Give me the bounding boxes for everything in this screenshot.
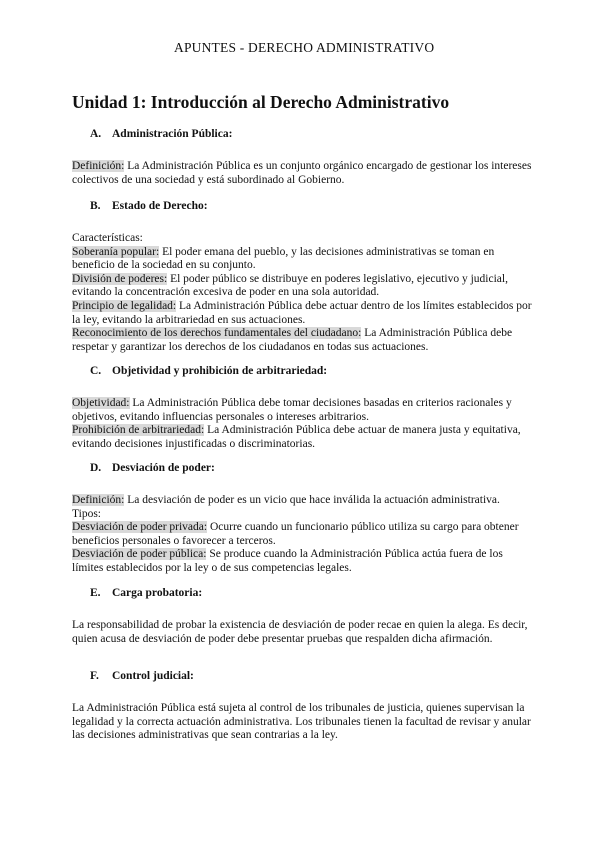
section-f [72,670,532,743]
section-d-definition: Definición: La desviación de poder es un vicio que hace inválida la actuación administrativa. [72,494,500,506]
section-b-heading: B. Estado de Derecho: [90,200,208,212]
list-item: Principio de legalidad: La Administración Pública debe actuar dentro de los límites establecidos por la ley, evitando la arbitrariedad en sus actuaciones. [72,299,532,326]
section-e-text: La responsabilidad de probar la existencia de desviación de poder recae en quien la alega. Es decir, quien acusa de desviación de poder debe presentar pruebas que respalden dicha afirmación. [72,619,528,645]
section-c-body [72,397,532,451]
list-item: Reconocimiento de los derechos fundamentales del ciudadano: La Administración Pública debe respetar y garantizar los derechos de los ciudadanos en todas sus actuaciones. [72,327,513,353]
types-label: Tipos: [72,507,101,520]
section-c-heading: C. Objetividad y prohibición de arbitrariedad: [90,365,328,377]
section-d [72,462,532,576]
list-item: Soberanía popular: El poder emana del pueblo, y las decisiones administrativas se toman en beneficio de la sociedad en su conjunto. [72,245,495,272]
section-d-heading: D. Desviación de poder: [90,462,215,474]
section-e [72,587,532,646]
section-b [72,200,532,354]
list-item: División de poderes: El poder público se distribuye en poderes legislativo, ejecutivo y judicial, evitando la concentración excesiva de poder en una sola autoridad. [72,272,508,299]
section-a-definition: Definición: La Administración Pública es un conjunto orgánico encargado de gestionar los intereses colectivos de una sociedad y está subordinado al Gobierno. [72,160,532,186]
section-b-body [72,232,532,354]
list-item: Desviación de poder privada: Ocurre cuando un funcionario público utiliza su cargo para obtener beneficios personales o favorecer a terceros. [72,521,519,547]
definition-term: Definición: [72,160,125,172]
list-item: Desviación de poder pública: Se produce cuando la Administración Pública actúa fuera de los límites establecidos por la ley o de sus competencias legales. [72,548,503,574]
section-d-body [72,494,532,576]
section-f-heading: F. Control judicial: [90,670,194,682]
unit-title: Unidad 1: Introducción al Derecho Administrativo [72,92,450,112]
section-e-heading: E. Carga probatoria: [90,587,203,599]
section-a-heading: A. Administración Pública: [90,128,233,140]
section-a [72,128,532,187]
section-c [72,365,532,451]
section-f-text: La Administración Pública está sujeta al control de los tribunales de justicia, quienes supervisan la legalidad y la correcta actuación administrativa. Los tribunales tienen la facultad de revisar y anular las decisiones administrativas que sean contrarias a la ley. [72,702,531,742]
characteristics-label: Características: [72,232,143,244]
list-item: Objetividad: La Administración Pública debe tomar decisiones basadas en criterios racionales y objetivos, evitando influencias personales o intereses arbitrarios. [72,397,512,423]
document-title: APUNTES - DERECHO ADMINISTRATIVO [174,40,435,55]
list-item: Prohibición de arbitrariedad: La Administración Pública debe actuar de manera justa y equitativa, evitando decisiones injustificadas o discriminatorias. [72,424,521,450]
